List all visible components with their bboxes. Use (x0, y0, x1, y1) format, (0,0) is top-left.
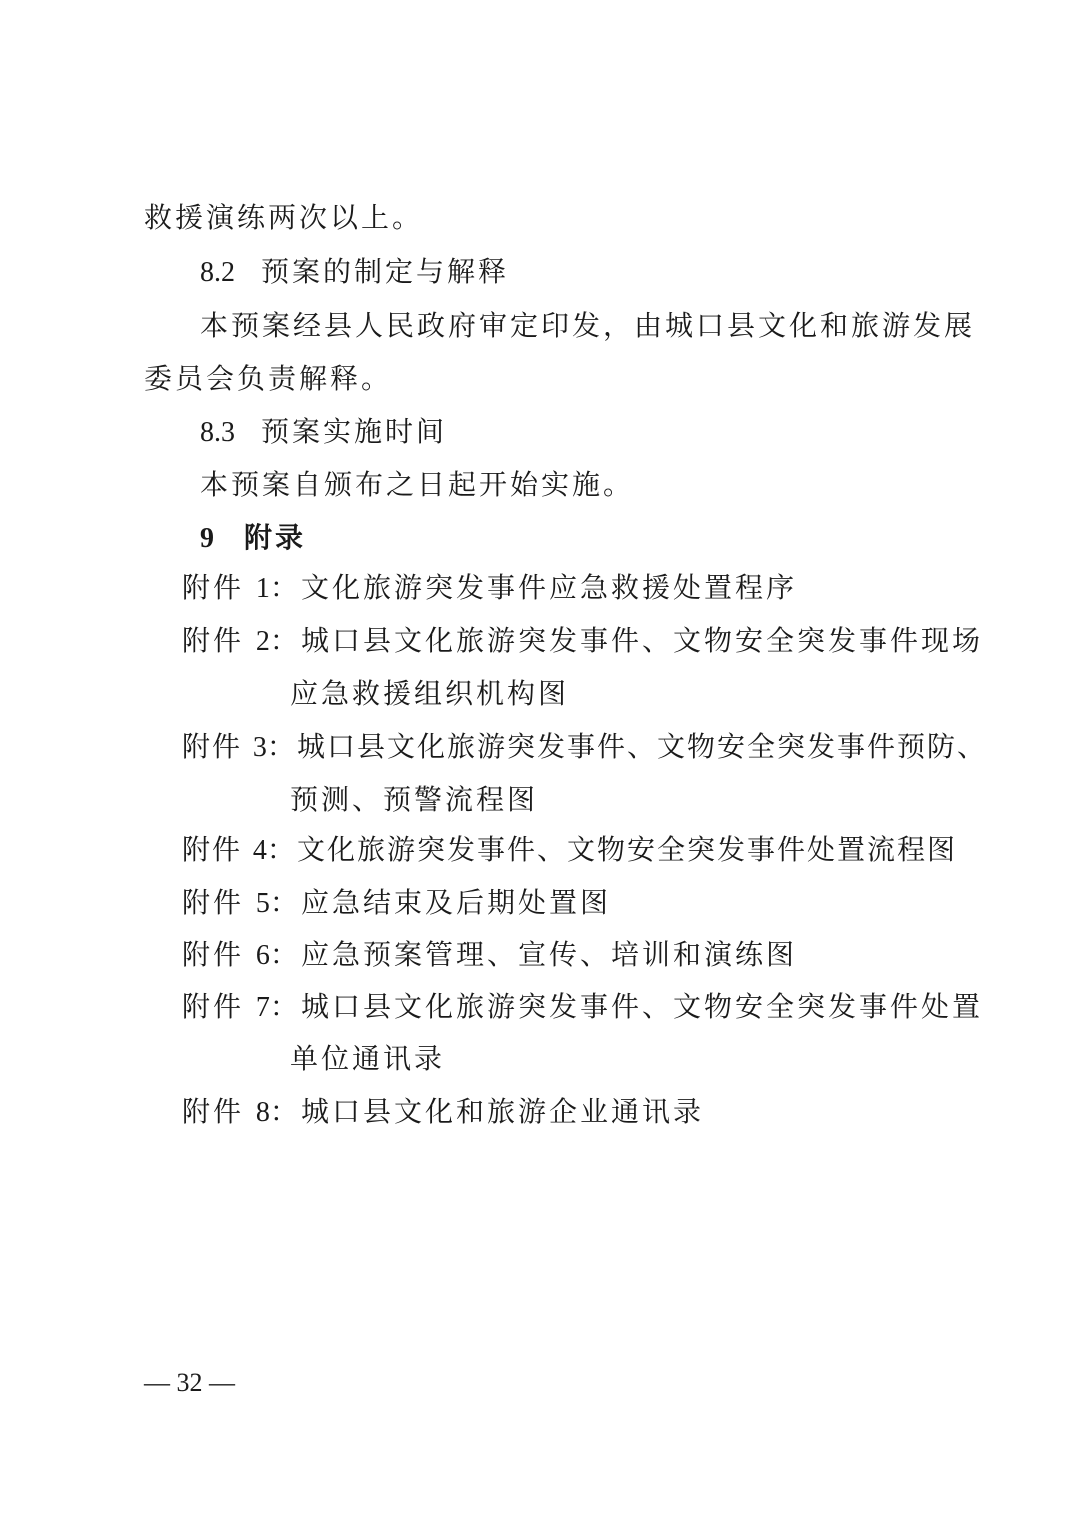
attachment-item (182, 1094, 704, 1131)
attachment-colon: ： (266, 730, 297, 763)
section-heading-8-2 (200, 254, 509, 291)
attachment-number: 1 (255, 573, 270, 604)
attachment-title: 城口县文化旅游突发事件、文物安全突发事件预防、 (296, 730, 987, 763)
section-heading-8-3 (200, 414, 447, 451)
attachment-item (182, 832, 957, 869)
attachment-title: 城口县文化旅游突发事件、文物安全突发事件处置 (300, 990, 983, 1023)
attachment-title-continuation: 预测、预警流程图 (290, 783, 539, 816)
attachment-number: 7 (255, 992, 270, 1023)
attachment-label: 附件 (182, 624, 245, 657)
attachment-title: 应急预案管理、宣传、培训和演练图 (300, 938, 797, 971)
attachment-number: 4 (252, 835, 267, 866)
attachment-label: 附件 (182, 571, 245, 604)
attachment-label: 附件 (182, 886, 245, 919)
section-title: 附录 (244, 521, 307, 554)
attachment-title: 城口县文化和旅游企业通讯录 (300, 1095, 704, 1128)
paragraph-line: 本预案经县人民政府审定印发，由城口县文化和旅游发展 (200, 309, 976, 342)
attachment-item (182, 989, 983, 1026)
section-heading-9 (200, 520, 306, 557)
attachment-item (182, 570, 797, 607)
attachment-item (182, 623, 983, 660)
attachment-title: 应急结束及后期处置图 (300, 886, 611, 919)
paragraph-line: 委员会负责解释。 (144, 362, 393, 395)
attachment-number: 5 (255, 888, 270, 919)
attachment-number: 6 (255, 940, 270, 971)
attachment-colon: ： (269, 571, 301, 604)
attachment-colon: ： (269, 990, 301, 1023)
attachment-label: 附件 (182, 730, 243, 763)
attachment-colon: ： (269, 938, 301, 971)
attachment-number: 2 (255, 626, 270, 657)
attachment-title-continuation: 单位通讯录 (290, 1042, 446, 1075)
attachment-number: 8 (255, 1097, 270, 1128)
paragraph-line: 本预案自颁布之日起开始实施。 (200, 468, 635, 501)
attachment-number: 3 (252, 732, 267, 763)
section-number: 8.3 (200, 417, 235, 448)
attachment-colon: ： (266, 833, 297, 866)
attachment-colon: ： (269, 886, 301, 919)
attachment-label: 附件 (182, 1095, 245, 1128)
attachment-label: 附件 (182, 990, 245, 1023)
attachment-label: 附件 (182, 938, 245, 971)
attachment-title: 文化旅游突发事件、文物安全突发事件处置流程图 (296, 833, 957, 866)
attachment-item (182, 937, 797, 974)
attachment-title: 城口县文化旅游突发事件、文物安全突发事件现场 (300, 624, 983, 657)
attachment-colon: ： (269, 624, 301, 657)
attachment-title: 文化旅游突发事件应急救援处置程序 (300, 571, 797, 604)
attachment-item (182, 885, 611, 922)
section-number: 8.2 (200, 257, 235, 288)
attachment-item (182, 729, 987, 766)
attachment-label: 附件 (182, 833, 243, 866)
section-number: 9 (200, 523, 214, 554)
page-number: — 32 — (144, 1368, 235, 1397)
paragraph-continuation: 救援演练两次以上。 (144, 201, 424, 234)
section-title: 预案实施时间 (261, 415, 448, 448)
attachment-colon: ： (269, 1095, 301, 1128)
attachment-title-continuation: 应急救援组织机构图 (290, 677, 570, 710)
section-title: 预案的制定与解释 (261, 255, 510, 288)
